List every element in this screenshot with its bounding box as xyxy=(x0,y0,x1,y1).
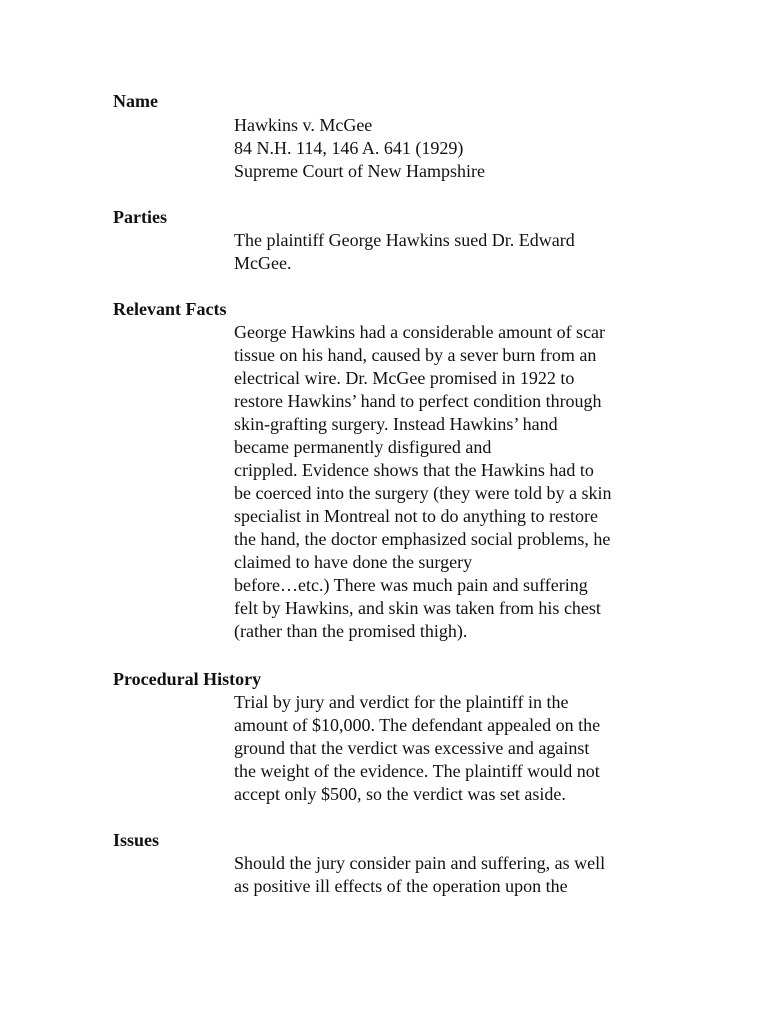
section-body-relevant-facts xyxy=(234,321,674,643)
section-heading-procedural-history: Procedural History xyxy=(113,669,262,689)
text-line: amount of $10,000. The defendant appealed on the xyxy=(234,715,601,735)
text-line: McGee. xyxy=(234,253,292,273)
text-line: electrical wire. Dr. McGee promised in 1922 to xyxy=(234,368,575,388)
text-line: the weight of the evidence. The plaintiff would not xyxy=(234,761,600,781)
text-line: Trial by jury and verdict for the plaintiff in the xyxy=(234,692,569,712)
text-line: felt by Hawkins, and skin was taken from his chest xyxy=(234,598,601,618)
case-title: Hawkins v. McGee xyxy=(234,115,373,135)
text-line: George Hawkins had a considerable amount of scar xyxy=(234,322,606,342)
text-line: (rather than the promised thigh). xyxy=(234,621,468,641)
text-line: claimed to have done the surgery xyxy=(234,552,473,572)
text-line: accept only $500, so the verdict was set aside. xyxy=(234,784,566,804)
section-heading-name: Name xyxy=(113,91,158,111)
case-court: Supreme Court of New Hampshire xyxy=(234,161,485,181)
section-heading-issues: Issues xyxy=(113,830,160,850)
text-line: as positive ill effects of the operation upon the xyxy=(234,876,568,896)
text-line: restore Hawkins’ hand to perfect condition through xyxy=(234,391,602,411)
section-body-parties xyxy=(234,229,674,275)
text-line: tissue on his hand, caused by a sever burn from an xyxy=(234,345,597,365)
text-line: Should the jury consider pain and suffering, as well xyxy=(234,853,606,873)
text-line: became permanently disfigured and xyxy=(234,437,492,457)
text-line: be coerced into the surgery (they were told by a skin xyxy=(234,483,612,503)
text-line: before…etc.) There was much pain and suffering xyxy=(234,575,588,595)
text-line: The plaintiff George Hawkins sued Dr. Edward xyxy=(234,230,575,250)
text-line: the hand, the doctor emphasized social problems, he xyxy=(234,529,611,549)
text-line: skin-grafting surgery. Instead Hawkins’ hand xyxy=(234,414,558,434)
section-body-issues xyxy=(234,852,674,898)
section-body-name xyxy=(234,114,674,183)
text-line: crippled. Evidence shows that the Hawkins had to xyxy=(234,460,594,480)
section-heading-relevant-facts: Relevant Facts xyxy=(113,299,227,319)
section-body-procedural-history xyxy=(234,691,674,806)
section-heading-parties: Parties xyxy=(113,207,167,227)
text-line: ground that the verdict was excessive and against xyxy=(234,738,590,758)
text-line: specialist in Montreal not to do anything to restore xyxy=(234,506,598,526)
case-citation: 84 N.H. 114, 146 A. 641 (1929) xyxy=(234,138,464,158)
